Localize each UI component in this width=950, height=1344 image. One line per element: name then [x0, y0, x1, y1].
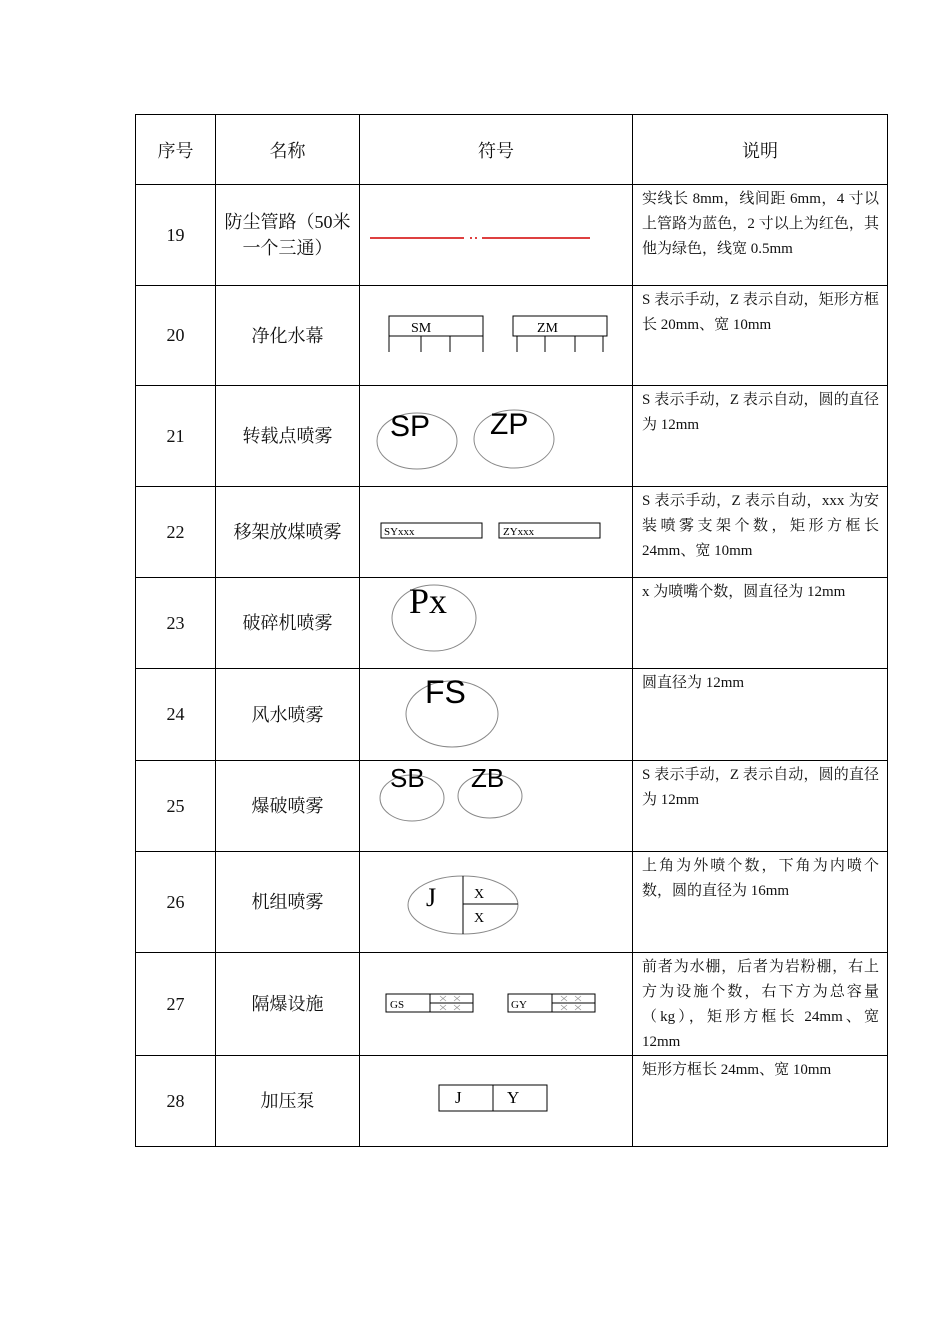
- row-name: 机组喷雾: [216, 852, 360, 953]
- label-x-bottom: X: [474, 911, 485, 926]
- row-description: S 表示手动，Z 表示自动，xxx 为安装喷雾支架个数，矩形方框长 24mm、宽 10mm: [633, 487, 888, 578]
- row-name: 爆破喷雾: [216, 761, 360, 852]
- table-row: [136, 487, 888, 578]
- row-name: 防尘管路（50米一个三通）: [216, 185, 360, 286]
- row-name: 风水喷雾: [216, 669, 360, 761]
- row-index: 26: [136, 852, 216, 953]
- label-zp: ZP: [490, 408, 529, 441]
- row-index: 22: [136, 487, 216, 578]
- label-x-top: X: [474, 887, 485, 902]
- table-row: [136, 761, 888, 852]
- header-symbol: 符号: [360, 115, 633, 185]
- blasting-spray-symbol: [360, 761, 633, 852]
- row-description: 上角为外喷个数，下角为内喷个数，圆的直径为 16mm: [633, 852, 888, 953]
- row-name: 转载点喷雾: [216, 386, 360, 487]
- label-y: Y: [507, 1088, 520, 1107]
- label-sb: SB: [390, 763, 425, 793]
- row-index: 27: [136, 953, 216, 1056]
- explosion-barrier-symbol: [360, 953, 633, 1056]
- row-description: S 表示手动，Z 表示自动，圆的直径为 12mm: [633, 386, 888, 487]
- booster-pump-symbol: [360, 1056, 633, 1147]
- label-zb: ZB: [471, 763, 505, 793]
- row-index: 21: [136, 386, 216, 487]
- table-row: [136, 578, 888, 669]
- table-header-row: [136, 115, 888, 185]
- label-fs: FS: [425, 673, 466, 710]
- label-syxxx: SYxxx: [384, 526, 415, 538]
- shearer-spray-symbol: [360, 852, 633, 953]
- header-name: 名称: [216, 115, 360, 185]
- row-index: 24: [136, 669, 216, 761]
- label-zyxxx: ZYxxx: [503, 526, 535, 538]
- row-description: S 表示手动，Z 表示自动，圆的直径为 12mm: [633, 761, 888, 852]
- transfer-spray-symbol: [360, 386, 633, 487]
- label-j: J: [455, 1088, 462, 1107]
- row-index: 25: [136, 761, 216, 852]
- row-index: 28: [136, 1056, 216, 1147]
- table-row: [136, 185, 888, 286]
- table-row: [136, 852, 888, 953]
- label-gs: GS: [390, 999, 405, 1011]
- row-description: 前者为水棚，后者为岩粉棚，右上方为设施个数，右下方为总容量（kg），矩形方框长 24mm、宽 12mm: [633, 953, 888, 1056]
- label-px: Px: [409, 581, 448, 621]
- support-spray-symbol: [360, 487, 633, 578]
- table-row: [136, 1056, 888, 1147]
- label-gy: GY: [511, 999, 527, 1011]
- row-index: 20: [136, 286, 216, 386]
- row-name: 移架放煤喷雾: [216, 487, 360, 578]
- row-description: 矩形方框长 24mm、宽 10mm: [633, 1056, 888, 1147]
- auto-water-curtain: [513, 316, 607, 352]
- symbol-table: [135, 114, 888, 1147]
- water-curtain-symbol: [360, 286, 633, 386]
- row-name: 破碎机喷雾: [216, 578, 360, 669]
- crusher-spray-symbol: [360, 578, 633, 669]
- table-row: [136, 669, 888, 761]
- wind-water-spray-symbol: [360, 669, 633, 761]
- label-sm: SM: [411, 320, 432, 336]
- row-description: 圆直径为 12mm: [633, 669, 888, 761]
- row-name: 净化水幕: [216, 286, 360, 386]
- label-zm: ZM: [537, 320, 558, 336]
- row-index: 23: [136, 578, 216, 669]
- label-sp: SP: [390, 410, 431, 443]
- table-row: [136, 286, 888, 386]
- header-index: 序号: [136, 115, 216, 185]
- row-name: 隔爆设施: [216, 953, 360, 1056]
- header-description: 说明: [633, 115, 888, 185]
- table-row: [136, 953, 888, 1056]
- label-j: J: [426, 883, 437, 912]
- dust-pipe-symbol: [360, 185, 633, 286]
- row-description: S 表示手动，Z 表示自动，矩形方框长 20mm、宽 10mm: [633, 286, 888, 386]
- manual-water-curtain: [389, 316, 483, 352]
- row-name: 加压泵: [216, 1056, 360, 1147]
- row-description: 实线长 8mm，线间距 6mm，4 寸以上管路为蓝色，2 寸以上为红色，其他为绿色，线宽 0.5mm: [633, 185, 888, 286]
- row-description: x 为喷嘴个数，圆直径为 12mm: [633, 578, 888, 669]
- row-index: 19: [136, 185, 216, 286]
- table-row: [136, 386, 888, 487]
